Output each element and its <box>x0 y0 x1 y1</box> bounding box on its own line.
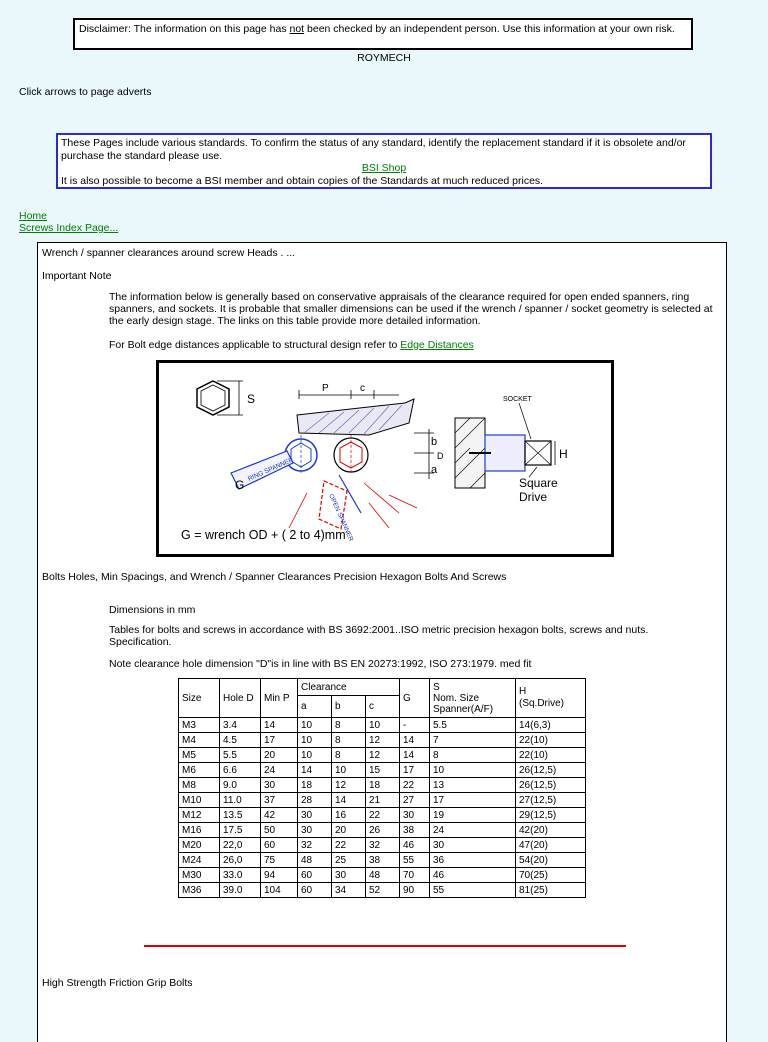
table-cell: 55 <box>400 853 430 868</box>
table-cell: 13.5 <box>220 808 261 823</box>
table-cell: 94 <box>261 868 298 883</box>
ring-spanner-label: RING SPANNER <box>246 456 295 483</box>
table-cell: 30 <box>430 838 516 853</box>
table-cell: 24 <box>430 823 516 838</box>
table-cell: 36 <box>430 853 516 868</box>
table-cell: 5.5 <box>220 748 261 763</box>
table-cell: 4.5 <box>220 733 261 748</box>
table-cell: 46 <box>430 868 516 883</box>
table-cell: 50 <box>261 823 298 838</box>
table-row <box>179 838 586 853</box>
clearance-table <box>178 678 586 898</box>
table-cell: 30 <box>298 808 332 823</box>
table-cell: 14(6,3) <box>516 718 586 733</box>
table-cell: 60 <box>261 838 298 853</box>
table-cell: 14 <box>332 793 366 808</box>
table-cell: 20 <box>261 748 298 763</box>
main-content <box>37 242 727 1042</box>
dim-g-label: G <box>235 478 245 492</box>
bsi-notice-line2: It is also possible to become a BSI member and obtain copies of the Standards at much reduced prices. <box>61 174 544 187</box>
bsi-shop-link[interactable]: BSI Shop <box>361 162 407 174</box>
table-cell: 16 <box>332 808 366 823</box>
table-cell: 22,0 <box>220 838 261 853</box>
table-cell: 30 <box>400 808 430 823</box>
table-cell: 25 <box>332 853 366 868</box>
table-cell: 24 <box>261 763 298 778</box>
table-cell: 10 <box>366 718 400 733</box>
dim-a-label: a <box>431 464 438 476</box>
header-g: G <box>400 679 430 718</box>
table-cell: 18 <box>298 778 332 793</box>
table-cell: 12 <box>366 733 400 748</box>
header-min-p: Min P <box>261 679 298 718</box>
table-cell: 30 <box>261 778 298 793</box>
table-cell: 17.5 <box>220 823 261 838</box>
important-note-heading: Important Note <box>42 270 112 282</box>
table-row <box>179 808 586 823</box>
table-cell: 54(20) <box>516 853 586 868</box>
table-cell: 12 <box>366 748 400 763</box>
dim-h-label: H <box>559 447 568 461</box>
nav-links <box>19 210 118 234</box>
open-spanner-label: OPEN SPANNER <box>327 492 355 543</box>
table-cell: 12 <box>332 778 366 793</box>
table-cell: 22 <box>332 838 366 853</box>
table-cell: M4 <box>179 733 220 748</box>
table-row <box>179 868 586 883</box>
table-cell: 37 <box>261 793 298 808</box>
table-cell: 38 <box>366 853 400 868</box>
disclaimer-text-post: been checked by an independent person. Use this information at your own risk. <box>304 23 675 35</box>
home-link[interactable]: Home <box>19 210 48 222</box>
table-row <box>179 763 586 778</box>
table-cell: M20 <box>179 838 220 853</box>
table-row <box>179 778 586 793</box>
header-size: Size <box>179 679 220 718</box>
table-row <box>179 823 586 838</box>
table-cell: 20 <box>332 823 366 838</box>
table-cell: 60 <box>298 883 332 898</box>
table-row <box>179 733 586 748</box>
table-cell: 14 <box>400 733 430 748</box>
table-cell: 15 <box>366 763 400 778</box>
table-cell: 32 <box>366 838 400 853</box>
header-s: S Nom. Size Spanner(A/F) <box>430 679 516 718</box>
table-cell: 14 <box>400 748 430 763</box>
table-cell: M16 <box>179 823 220 838</box>
header-b: b <box>332 696 366 718</box>
header-clearance: Clearance <box>298 679 400 696</box>
dim-s-label: S <box>247 392 256 406</box>
header-hole-d: Hole D <box>220 679 261 718</box>
table-cell: 42 <box>261 808 298 823</box>
dim-p-label: P <box>322 383 329 394</box>
header-h: H (Sq.Drive) <box>516 679 586 718</box>
edge-distance-prefix: For Bolt edge distances applicable to structural design refer to <box>109 339 401 351</box>
table-cell: 10 <box>298 718 332 733</box>
table-cell: 26(12,5) <box>516 778 586 793</box>
dim-c-label: c <box>360 383 365 394</box>
wrench-od-formula: G = wrench OD + ( 2 to 4)mm <box>181 528 346 542</box>
square-drive-label-2: Drive <box>519 490 548 504</box>
dim-d-label: D <box>437 451 444 461</box>
table-cell: M24 <box>179 853 220 868</box>
table-cell: 14 <box>261 718 298 733</box>
table-cell: 14 <box>298 763 332 778</box>
table-cell: 19 <box>430 808 516 823</box>
screws-index-link[interactable]: Screws Index Page... <box>19 222 119 234</box>
edge-distance-paragraph <box>109 339 474 351</box>
table-cell: 81(25) <box>516 883 586 898</box>
table-cell: 8 <box>332 733 366 748</box>
site-name: ROYMECH <box>357 52 411 64</box>
table-cell: 30 <box>332 868 366 883</box>
table-row <box>179 748 586 763</box>
table-cell: 27(12,5) <box>516 793 586 808</box>
adverts-instruction: Click arrows to page adverts <box>19 86 152 98</box>
table-row <box>179 793 586 808</box>
edge-distances-link[interactable]: Edge Distances <box>400 339 474 351</box>
table-cell: 3.4 <box>220 718 261 733</box>
table-cell: 33.0 <box>220 868 261 883</box>
socket-label: SOCKET <box>503 396 532 403</box>
table-cell: 48 <box>298 853 332 868</box>
table-cell: 90 <box>400 883 430 898</box>
table-cell: 38 <box>400 823 430 838</box>
table-cell: - <box>400 718 430 733</box>
wrench-clearance-diagram <box>156 360 614 557</box>
table-cell: 70(25) <box>516 868 586 883</box>
table-cell: 26,0 <box>220 853 261 868</box>
tables-note: Tables for bolts and screws in accordance with BS 3692:2001..ISO metric precision hexagon bolts, screws and nuts. Specification. <box>109 624 649 648</box>
table-cell: 34 <box>332 883 366 898</box>
table-cell: 21 <box>366 793 400 808</box>
table-cell: 28 <box>298 793 332 808</box>
page-title: Wrench / spanner clearances around screw Heads . ... <box>42 247 296 259</box>
table-cell: M36 <box>179 883 220 898</box>
table-cell: M10 <box>179 793 220 808</box>
hex-head-icon <box>197 381 229 415</box>
dim-b-label: b <box>431 436 438 448</box>
table-cell: 32 <box>298 838 332 853</box>
hole-note: Note clearance hole dimension "D"is in line with BS EN 20273:1992, ISO 273:1979. med fit <box>109 658 532 670</box>
table-cell: 22(10) <box>516 733 586 748</box>
table-cell: 75 <box>261 853 298 868</box>
table-cell: 46 <box>400 838 430 853</box>
table-cell: M12 <box>179 808 220 823</box>
table-cell: M3 <box>179 718 220 733</box>
section-heading-precision-bolts: Bolts Holes, Min Spacings, and Wrench / Spanner Clearances Precision Hexagon Bolts And Screws <box>42 571 507 583</box>
table-cell: 10 <box>332 763 366 778</box>
table-cell: 104 <box>261 883 298 898</box>
disclaimer-text-pre: Disclaimer: The information on this page has <box>79 23 290 35</box>
table-cell: 39.0 <box>220 883 261 898</box>
table-cell: 6.6 <box>220 763 261 778</box>
table-cell: 55 <box>430 883 516 898</box>
table-cell: M8 <box>179 778 220 793</box>
important-note-text: The information below is generally based on conservative appraisals of the clearance required for open ended spanners, ring spanners, and sockets. It is probable that smaller dimensions can be used if the wrench / spanner / socket geometry is selected at the early design stage. The links on this table provide more detailed information. <box>109 291 713 327</box>
disclaimer-text-underlined: not <box>289 23 305 35</box>
table-cell: 7 <box>430 733 516 748</box>
table-cell: 8 <box>332 718 366 733</box>
table-cell: 17 <box>400 763 430 778</box>
table-cell: 60 <box>298 868 332 883</box>
table-cell: 52 <box>366 883 400 898</box>
header-c: c <box>366 696 400 718</box>
table-cell: 22(10) <box>516 748 586 763</box>
table-cell: 17 <box>261 733 298 748</box>
table-cell: M6 <box>179 763 220 778</box>
table-cell: 70 <box>400 868 430 883</box>
table-cell: M30 <box>179 868 220 883</box>
table-cell: 22 <box>366 808 400 823</box>
table-cell: 9.0 <box>220 778 261 793</box>
table-cell: 48 <box>366 868 400 883</box>
table-cell: 27 <box>400 793 430 808</box>
disclaimer-box <box>73 18 693 50</box>
table-cell: 47(20) <box>516 838 586 853</box>
table-row <box>179 883 586 898</box>
bsi-notice-line1: These Pages include various standards. To confirm the status of any standard, identify the replacement standard if it is obsolete and/or purchase the standard please use. <box>61 137 686 162</box>
table-cell: 29(12,5) <box>516 808 586 823</box>
table-cell: 10 <box>430 763 516 778</box>
red-divider <box>144 945 626 947</box>
table-cell: 10 <box>298 733 332 748</box>
table-cell: 8 <box>430 748 516 763</box>
table-cell: 5.5 <box>430 718 516 733</box>
table-cell: 26 <box>366 823 400 838</box>
table-cell: 17 <box>430 793 516 808</box>
header-a: a <box>298 696 332 718</box>
table-cell: 22 <box>400 778 430 793</box>
table-cell: 8 <box>332 748 366 763</box>
table-row <box>179 718 586 733</box>
table-row <box>179 853 586 868</box>
table-cell: 11.0 <box>220 793 261 808</box>
table-cell: 30 <box>298 823 332 838</box>
table-cell: 18 <box>366 778 400 793</box>
square-drive-label-1: Square <box>519 476 558 490</box>
bsi-notice-box <box>56 133 712 189</box>
table-cell: 13 <box>430 778 516 793</box>
section-heading-hsfg-bolts: High Strength Friction Grip Bolts <box>42 977 193 989</box>
dimensions-note: Dimensions in mm <box>109 604 196 616</box>
table-cell: 10 <box>298 748 332 763</box>
table-cell: M5 <box>179 748 220 763</box>
table-cell: 42(20) <box>516 823 586 838</box>
table-cell: 26(12,5) <box>516 763 586 778</box>
